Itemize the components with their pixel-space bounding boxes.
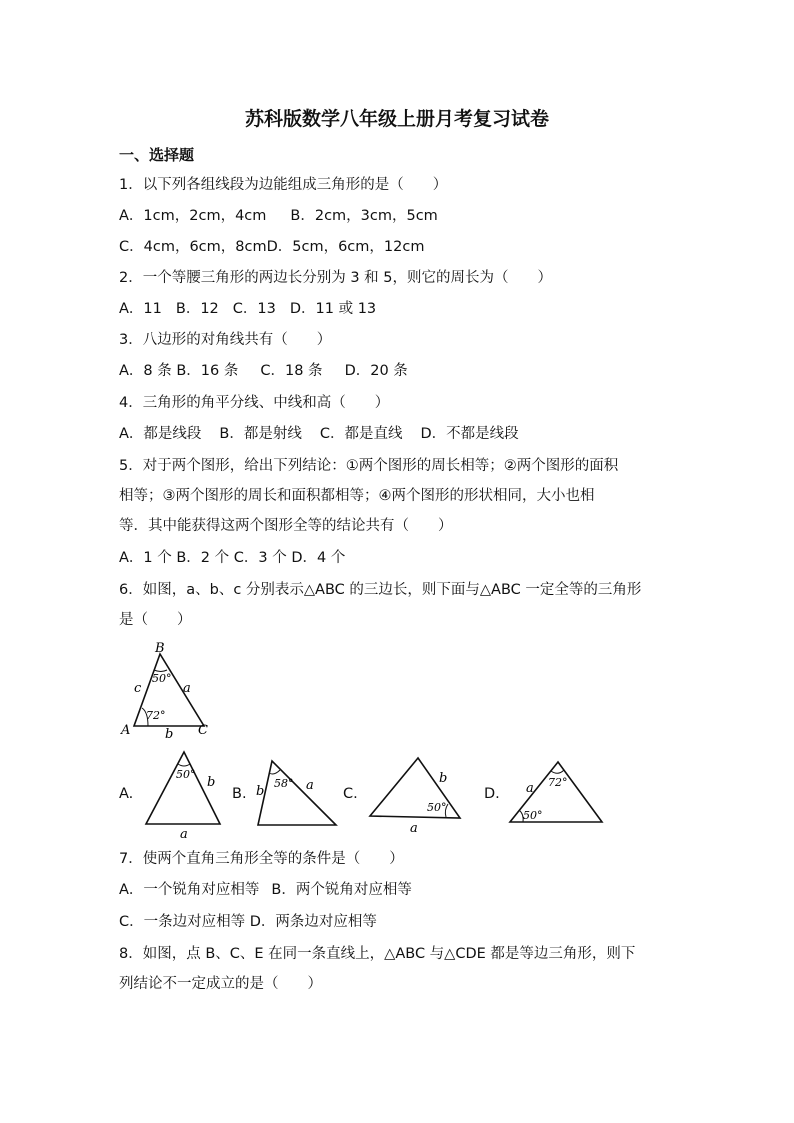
question-6-choice-d-label: D. (484, 786, 500, 802)
figure-c-side-a: a (410, 821, 418, 836)
question-1-stem: 1．以下列各组线段为边能组成三角形的是（ ） (119, 177, 448, 193)
question-2-stem: 2．一个等腰三角形的两边长分别为 3 和 5，则它的周长为（ ） (119, 270, 553, 286)
angle-b-label: 50° (152, 672, 172, 685)
question-6-reference-triangle (116, 640, 216, 742)
question-3-stem: 3．八边形的对角线共有（ ） (119, 332, 332, 348)
side-a-label: a (183, 681, 191, 696)
question-6-figure-d (506, 758, 606, 828)
question-1-options-row1 (119, 206, 438, 226)
page-title: 苏科版数学八年级上册月考复习试卷 (244, 108, 549, 130)
question-6-figure-a (140, 748, 232, 840)
question-4-option-c: C．都是直线 (319, 426, 403, 442)
angle-a-label: 72° (146, 709, 166, 722)
question-5-stem-line1: 5．对于两个图形，给出下列结论：①两个图形的周长相等；②两个图形的面积 (119, 458, 619, 474)
question-2-option-b: B．12 (175, 301, 219, 317)
side-c-label: c (134, 681, 142, 696)
question-4-option-d: D．不都是线段 (420, 426, 519, 442)
figure-b-side-b: b (256, 784, 265, 799)
question-1-options-row2: C．4cm，6cm，8cmD．5cm，6cm，12cm (119, 239, 425, 255)
question-7-option-b: B．两个锐角对应相等 (271, 882, 412, 898)
section-heading: 一、选择题 (119, 146, 195, 164)
figure-a-side-b: b (207, 775, 216, 790)
figure-b-side-a: a (306, 778, 314, 793)
figure-a-angle: 50° (176, 768, 196, 781)
question-3-option-ab: A．8 条 B．16 条 (119, 363, 239, 379)
question-1-option-a: A．1cm，2cm，4cm (119, 208, 267, 224)
question-8-stem-line2: 列结论不一定成立的是（ ） (119, 976, 322, 992)
question-2-option-a: A．11 (119, 301, 162, 317)
question-2-options (119, 299, 376, 319)
question-5-options: A．1 个 B．2 个 C．3 个 D．4 个 (119, 550, 346, 566)
side-b-label: b (165, 727, 174, 742)
question-4-options (119, 424, 519, 444)
figure-d-side-a: a (526, 781, 534, 796)
question-4-stem: 4．三角形的角平分线、中线和高（ ） (119, 395, 390, 411)
question-2-option-c: C．13 (232, 301, 276, 317)
figure-b-angle: 58° (274, 777, 294, 790)
figure-c-angle: 50° (427, 801, 447, 814)
figure-d-angle-top: 72° (548, 776, 568, 789)
question-3-option-c: C．18 条 (260, 363, 323, 379)
figure-a-side-a: a (180, 827, 188, 840)
question-8-stem-line1: 8．如图，点 B、C、E 在同一条直线上，△ABC 与△CDE 都是等边三角形，则下 (119, 946, 636, 962)
question-6-choice-a-label: A. (119, 786, 134, 802)
question-7-options-row1 (119, 880, 412, 900)
question-6-stem-line1: 6．如图，a、b、c 分别表示△ABC 的三边长，则下面与△ABC 一定全等的三角形 (119, 582, 642, 598)
question-6-figure-b (252, 757, 342, 831)
question-6-stem-line2: 是（ ） (119, 612, 192, 628)
figure-d-angle-left: 50° (523, 809, 543, 822)
vertex-b-label: B (155, 641, 165, 656)
question-3-options (119, 361, 408, 381)
question-5-stem-line2: 相等；③两个图形的周长和面积都相等；④两个图形的形状相同，大小也相 (119, 488, 595, 504)
question-2-option-d: D．11 或 13 (289, 301, 377, 317)
question-7-option-a: A．一个锐角对应相等 (119, 882, 260, 898)
question-3-option-d: D．20 条 (344, 363, 408, 379)
question-4-option-b: B．都是射线 (219, 426, 302, 442)
question-6-figure-c (366, 752, 466, 836)
vertex-c-label: C (198, 723, 208, 738)
question-7-stem: 7．使两个直角三角形全等的条件是（ ） (119, 851, 404, 867)
question-7-options-row2: C．一条边对应相等 D．两条边对应相等 (119, 914, 377, 930)
question-1-option-b: B．2cm，3cm，5cm (290, 208, 438, 224)
question-4-option-a: A．都是线段 (119, 426, 202, 442)
question-5-stem-line3: 等．其中能获得这两个图形全等的结论共有（ ） (119, 518, 453, 534)
figure-c-side-b: b (439, 771, 448, 786)
question-6-choice-c-label: C. (343, 786, 358, 802)
vertex-a-label: A (121, 723, 131, 738)
question-6-choice-b-label: B. (232, 786, 247, 802)
